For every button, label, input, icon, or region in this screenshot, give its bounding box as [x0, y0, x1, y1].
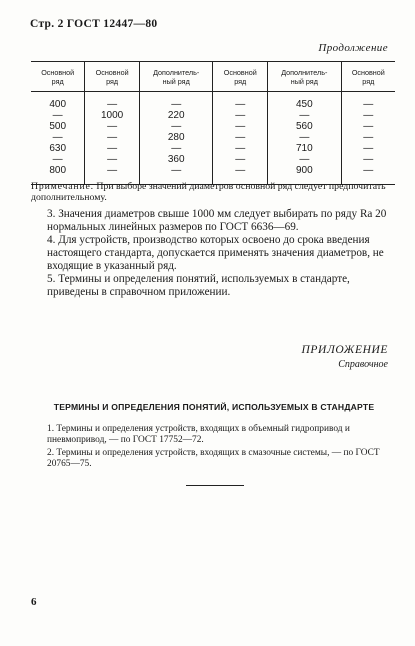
- standard-number: ГОСТ 12447—80: [66, 18, 158, 30]
- table-row: [31, 165, 395, 176]
- table-cell: —: [85, 143, 140, 154]
- table-cell: —: [139, 99, 213, 110]
- table-row: [31, 143, 395, 154]
- table-cell: —: [213, 99, 268, 110]
- table-cell: 500: [49, 121, 67, 132]
- column-header: Основной ряд: [85, 62, 140, 92]
- table-cell: 560: [268, 121, 342, 132]
- table-note: [31, 181, 397, 203]
- table-cell: —: [85, 99, 140, 110]
- continuation-label: Продолжение: [318, 42, 388, 54]
- table-cell: 220: [139, 110, 213, 121]
- column-header: Дополнитель- ный ряд: [139, 62, 213, 92]
- appendix-item-2: 2. Термины и определения устройств, входящих в смазочные системы, — по ГОСТ 20765—75.: [47, 448, 380, 469]
- table-cell: —: [213, 110, 268, 121]
- table-cell: —: [213, 154, 268, 165]
- table-cell: —: [341, 154, 395, 165]
- table-cell: —: [85, 121, 140, 132]
- table-cell: 400: [49, 99, 67, 110]
- paragraph-3: 3. Значения диаметров свыше 1000 мм следует выбирать по ряду Ra 20 нормальных линейных размеров по ГОСТ 6636—69.: [47, 208, 387, 233]
- table-cell: —: [268, 154, 342, 165]
- table-cell: —: [139, 143, 213, 154]
- appendix-item-1: 1. Термины и определения устройств, входящих в объемный гидропривод и пневмопривод, — по ГОСТ 17752—72.: [47, 424, 350, 445]
- table-cell: 630: [49, 143, 67, 154]
- table-cell: —: [341, 165, 395, 176]
- table-spacer-row: [31, 92, 395, 100]
- paragraph-5: 5. Термины и определения понятий, используемых в стандарте, приведены в справочном приложении.: [47, 273, 350, 298]
- table-row: [31, 110, 395, 121]
- table-header-row: [31, 62, 395, 92]
- table-cell: —: [139, 121, 213, 132]
- column-header: Основной ряд: [213, 62, 268, 92]
- diameter-table: [31, 61, 395, 185]
- table-row: [31, 121, 395, 132]
- paragraph-4: 4. Для устройств, производство которых освоено до срока введения настоящего стандарта, допускается применять значения диаметров, не входящие в указанный ряд.: [47, 234, 384, 272]
- appendix-title: ТЕРМИНЫ И ОПРЕДЕЛЕНИЯ ПОНЯТИЙ, ИСПОЛЬЗУЕМЫХ В СТАНДАРТЕ: [53, 402, 375, 412]
- column-header: Основной ряд: [341, 62, 395, 92]
- table-cell: 280: [139, 132, 213, 143]
- table-row: [31, 99, 395, 110]
- divider: [186, 485, 244, 486]
- table-cell: —: [85, 165, 140, 176]
- table-cell: —: [85, 132, 140, 143]
- table-cell: —: [213, 121, 268, 132]
- appendix-label: ПРИЛОЖЕНИЕ: [301, 344, 388, 356]
- note-lead: Примечание.: [31, 181, 94, 192]
- table-row: [31, 154, 395, 165]
- table-cell: 710: [268, 143, 342, 154]
- table-cell: —: [52, 132, 63, 143]
- table-cell: —: [341, 132, 395, 143]
- note-text: При выборе значений диаметров основной ряд следует предпочитать дополнительному.: [31, 181, 386, 203]
- table-cell: —: [85, 154, 140, 165]
- table-cell: 1000: [85, 110, 140, 121]
- table-cell: —: [341, 99, 395, 110]
- table-cell: —: [268, 132, 342, 143]
- table-cell: —: [52, 154, 63, 165]
- table-cell: —: [52, 110, 63, 121]
- table-cell: —: [213, 165, 268, 176]
- table-cell: 800: [49, 165, 67, 176]
- table-cell: —: [341, 121, 395, 132]
- page-number: 6: [31, 596, 37, 608]
- page-header: [30, 18, 157, 30]
- table-cell: —: [341, 110, 395, 121]
- table-cell: —: [341, 143, 395, 154]
- table-cell: 450: [268, 99, 342, 110]
- table-cell: —: [213, 132, 268, 143]
- table-cell: —: [139, 165, 213, 176]
- column-header: Дополнитель- ный ряд: [268, 62, 342, 92]
- table-row: [31, 132, 395, 143]
- table-cell: —: [213, 143, 268, 154]
- column-header: Основной ряд: [31, 62, 85, 92]
- table-cell: 360: [139, 154, 213, 165]
- appendix-type: Справочное: [338, 359, 388, 370]
- table-cell: 900: [268, 165, 342, 176]
- page-label: Стр. 2: [30, 18, 64, 30]
- table-cell: —: [268, 110, 342, 121]
